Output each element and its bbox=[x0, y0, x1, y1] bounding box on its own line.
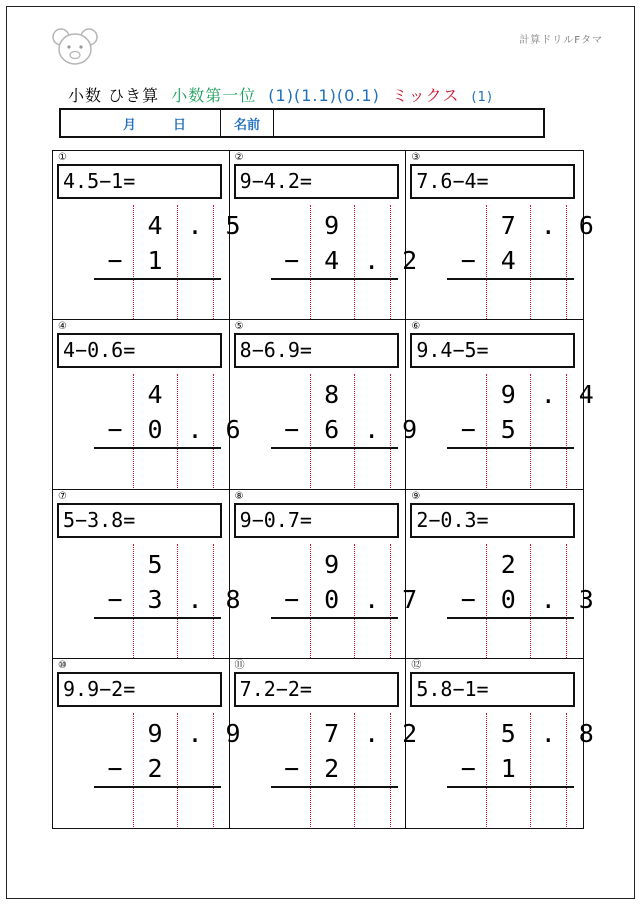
answer-line bbox=[94, 447, 221, 449]
problem-expression: 5−3.8= bbox=[57, 503, 222, 538]
problem-number: ⑪ bbox=[234, 659, 245, 671]
title-part-mix: ミックス bbox=[391, 86, 460, 105]
subtrahend-tenths-digit: 7 bbox=[402, 584, 418, 614]
subtrahend-row bbox=[406, 415, 582, 445]
minuend-ones-digit: 4 bbox=[147, 380, 163, 410]
answer-line bbox=[447, 786, 574, 788]
minuend-ones-digit: 9 bbox=[500, 380, 516, 410]
subtrahend-row bbox=[53, 415, 241, 445]
title-part-level: 小数第一位 bbox=[171, 86, 257, 105]
name-date-box bbox=[59, 108, 545, 138]
brand-name: 計算ドリルFタマ bbox=[519, 35, 603, 46]
subtrahend-row bbox=[230, 246, 418, 276]
problem-number: ⑨ bbox=[411, 490, 421, 502]
subtrahend-tenths-digit: 3 bbox=[578, 584, 594, 614]
problem-cell bbox=[230, 490, 418, 659]
minus-sign: − bbox=[107, 415, 123, 445]
worksheet-title bbox=[68, 83, 499, 106]
subtrahend-row bbox=[230, 754, 406, 784]
problem-number: ① bbox=[58, 152, 67, 163]
name-input-area[interactable] bbox=[274, 110, 543, 136]
minuend-ones-digit: 4 bbox=[147, 211, 163, 240]
minuend-row bbox=[53, 211, 241, 241]
minuend-ones-digit: 9 bbox=[324, 549, 340, 579]
subtrahend-decimal-point: . bbox=[187, 584, 203, 614]
minuend-tenths-digit: 4 bbox=[578, 380, 594, 410]
title-part-sheet-number: (1) bbox=[471, 90, 493, 105]
problem-number: ⑫ bbox=[411, 659, 422, 671]
month-label: 月 bbox=[123, 117, 137, 133]
problem-expression: 4.5−1= bbox=[57, 164, 222, 199]
minus-sign: − bbox=[460, 753, 476, 783]
minus-sign: − bbox=[284, 584, 300, 614]
date-field[interactable] bbox=[61, 110, 221, 136]
subtrahend-ones-digit: 0 bbox=[324, 584, 340, 614]
minuend-decimal-point: . bbox=[540, 718, 556, 748]
minuend-decimal-point: . bbox=[540, 380, 556, 410]
problem-cell bbox=[406, 659, 594, 828]
subtrahend-row bbox=[230, 415, 418, 445]
subtrahend-tenths-digit: 2 bbox=[402, 246, 418, 275]
minuend-ones-digit: 9 bbox=[324, 211, 340, 240]
problem-expression: 5.8−1= bbox=[410, 672, 575, 707]
subtrahend-row bbox=[406, 246, 582, 276]
answer-line bbox=[94, 278, 221, 280]
problem-expression: 4−0.6= bbox=[57, 333, 222, 368]
minuend-row bbox=[406, 211, 594, 241]
problem-cell bbox=[230, 320, 418, 489]
minus-sign: − bbox=[284, 415, 300, 445]
problem-number: ④ bbox=[58, 321, 67, 333]
problem-expression: 9.4−5= bbox=[410, 333, 575, 368]
subtrahend-row bbox=[53, 246, 229, 276]
subtrahend-row bbox=[53, 584, 241, 615]
problem-number: ⑦ bbox=[58, 490, 67, 502]
problem-number: ⑧ bbox=[234, 490, 244, 502]
title-part-pattern: (1)(1.1)(0.1) bbox=[268, 86, 380, 105]
minuend-row bbox=[406, 718, 594, 749]
subtrahend-ones-digit: 0 bbox=[500, 584, 516, 614]
problem-expression: 9−4.2= bbox=[234, 164, 399, 199]
answer-line bbox=[447, 278, 574, 280]
problem-number: ⑤ bbox=[234, 321, 244, 333]
name-label: 名前 bbox=[221, 110, 274, 136]
answer-line bbox=[271, 447, 398, 449]
subtrahend-decimal-point: . bbox=[364, 584, 380, 614]
minuend-row bbox=[53, 380, 229, 410]
minuend-decimal-point: . bbox=[187, 211, 203, 240]
subtrahend-row bbox=[230, 584, 418, 615]
minus-sign: − bbox=[460, 584, 476, 614]
minuend-row bbox=[406, 380, 594, 410]
subtrahend-decimal-point: . bbox=[364, 415, 380, 445]
problem-expression: 8−6.9= bbox=[234, 333, 399, 368]
minuend-tenths-digit: 9 bbox=[225, 718, 241, 748]
minus-sign: − bbox=[284, 246, 300, 275]
subtrahend-tenths-digit: 8 bbox=[225, 584, 241, 614]
subtrahend-tenths-digit: 9 bbox=[402, 415, 418, 445]
minuend-tenths-digit: 5 bbox=[225, 211, 241, 240]
subtrahend-ones-digit: 1 bbox=[147, 246, 163, 275]
problem-cell bbox=[406, 320, 594, 489]
subtrahend-ones-digit: 4 bbox=[500, 246, 516, 275]
minuend-ones-digit: 7 bbox=[500, 211, 516, 240]
answer-line bbox=[271, 278, 398, 280]
answer-line bbox=[271, 617, 398, 619]
subtrahend-tenths-digit: 6 bbox=[225, 415, 241, 445]
bear-logo bbox=[52, 28, 98, 66]
answer-line bbox=[94, 617, 221, 619]
problem-expression: 7.6−4= bbox=[410, 164, 575, 199]
minuend-tenths-digit: 8 bbox=[578, 718, 594, 748]
title-part-subject: 小数 ひき算 bbox=[68, 86, 160, 105]
subtrahend-row bbox=[406, 754, 582, 784]
minuend-decimal-point: . bbox=[187, 718, 203, 748]
problem-expression: 2−0.3= bbox=[410, 503, 575, 538]
minus-sign: − bbox=[107, 246, 123, 275]
minuend-tenths-digit: 6 bbox=[578, 211, 594, 240]
minuend-decimal-point: . bbox=[540, 211, 556, 240]
minuend-row bbox=[230, 550, 406, 580]
minus-sign: − bbox=[460, 246, 476, 275]
subtrahend-ones-digit: 0 bbox=[147, 415, 163, 445]
minuend-row bbox=[230, 380, 406, 410]
minuend-tenths-digit: 2 bbox=[402, 718, 418, 748]
minuend-decimal-point: . bbox=[364, 718, 380, 748]
day-label: 日 bbox=[173, 117, 187, 133]
subtrahend-ones-digit: 5 bbox=[500, 415, 516, 445]
minuend-ones-digit: 8 bbox=[324, 380, 340, 410]
subtrahend-row bbox=[53, 754, 229, 784]
answer-line bbox=[271, 786, 398, 788]
problem-cell bbox=[406, 490, 594, 659]
subtrahend-decimal-point: . bbox=[187, 415, 203, 445]
answer-line bbox=[447, 447, 574, 449]
subtrahend-ones-digit: 1 bbox=[500, 753, 516, 783]
subtrahend-decimal-point: . bbox=[540, 584, 556, 614]
problem-expression: 7.2−2= bbox=[234, 672, 399, 707]
minuend-ones-digit: 7 bbox=[324, 718, 340, 748]
subtrahend-ones-digit: 2 bbox=[147, 753, 163, 783]
minuend-row bbox=[53, 718, 241, 749]
subtrahend-ones-digit: 2 bbox=[324, 753, 340, 783]
answer-line bbox=[447, 617, 574, 619]
minus-sign: − bbox=[460, 415, 476, 445]
subtrahend-ones-digit: 4 bbox=[324, 246, 340, 275]
subtrahend-decimal-point: . bbox=[364, 246, 380, 275]
minus-sign: − bbox=[107, 753, 123, 783]
problem-grid bbox=[52, 150, 594, 829]
answer-line bbox=[94, 786, 221, 788]
problem-cell bbox=[53, 320, 241, 489]
minuend-row bbox=[230, 718, 418, 749]
problem-cell bbox=[406, 151, 594, 320]
minuend-ones-digit: 5 bbox=[147, 549, 163, 579]
problem-number: ③ bbox=[411, 152, 421, 163]
minuend-ones-digit: 5 bbox=[500, 718, 516, 748]
subtrahend-ones-digit: 6 bbox=[324, 415, 340, 445]
problem-number: ⑥ bbox=[411, 321, 421, 333]
minuend-ones-digit: 2 bbox=[500, 549, 516, 579]
subtrahend-ones-digit: 3 bbox=[147, 584, 163, 614]
problem-cell bbox=[230, 151, 418, 320]
minuend-ones-digit: 9 bbox=[147, 718, 163, 748]
problem-cell bbox=[53, 151, 241, 320]
minus-sign: − bbox=[107, 584, 123, 614]
problem-number: ⑩ bbox=[58, 659, 67, 671]
minuend-row bbox=[230, 211, 406, 241]
minuend-row bbox=[53, 550, 229, 580]
problem-expression: 9−0.7= bbox=[234, 503, 399, 538]
minuend-row bbox=[406, 550, 582, 580]
subtrahend-row bbox=[406, 584, 594, 615]
minus-sign: − bbox=[284, 753, 300, 783]
problem-expression: 9.9−2= bbox=[57, 672, 222, 707]
problem-cell bbox=[53, 490, 241, 659]
problem-number: ② bbox=[234, 152, 244, 163]
